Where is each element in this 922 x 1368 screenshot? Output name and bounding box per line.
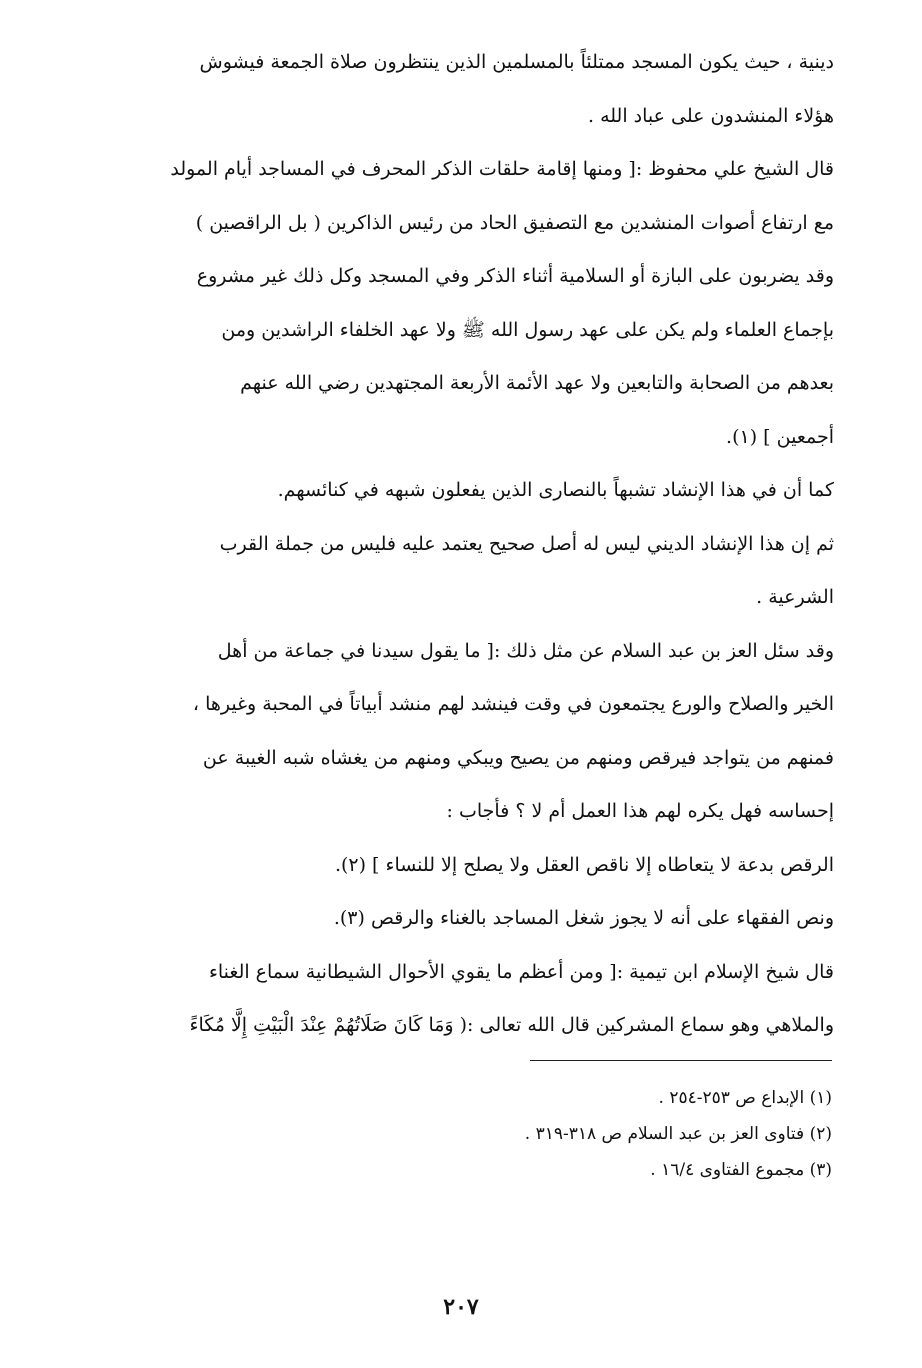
footnote-divider — [530, 1060, 832, 1061]
footnote: (١) الإبداع ص ٢٥٣-٢٥٤ . — [658, 1088, 832, 1108]
body-line: أجمعين ] (١). — [726, 425, 834, 448]
body-line: قال الشيخ علي محفوظ :[ ومنها إقامة حلقات الذكر المحرف في المساجد أيام المولد — [170, 158, 834, 180]
body-line: بإجماع العلماء ولم يكن على عهد رسول الله ﷺ ولا عهد الخلفاء الراشدين ومن — [221, 318, 834, 341]
body-line: ثم إن هذا الإنشاد الديني ليس له أصل صحيح يعتمد عليه فليس من جملة القرب — [219, 532, 834, 555]
body-line: الشرعية . — [756, 586, 834, 608]
body-line: كما أن في هذا الإنشاد تشبهاً بالنصارى الذين يفعلون شبهه في كنائسهم. — [277, 479, 834, 501]
page-number: ٢٠٧ — [443, 1294, 479, 1320]
body-line: إحساسه فهل يكره لهم هذا العمل أم لا ؟ فأجاب : — [446, 800, 834, 822]
body-line: مع ارتفاع أصوات المنشدين مع التصفيق الحاد من رئيس الذاكرين ( بل الراقصين ) — [195, 211, 834, 234]
footnote: (٢) فتاوى العز بن عبد السلام ص ٣١٨-٣١٩ . — [524, 1124, 832, 1144]
body-line: دينية ، حيث يكون المسجد ممتلئاً بالمسلمين الذين ينتظرون صلاة الجمعة فيشوش — [199, 51, 834, 73]
body-line: الرقص بدعة لا يتعاطاه إلا ناقص العقل ولا يصلح إلا للنساء ] (٢). — [334, 853, 834, 876]
body-line: الخير والصلاح والورع يجتمعون في وقت فينشد لهم منشد أبياتاً في المحبة وغيرها ، — [192, 693, 834, 715]
body-line: هؤلاء المنشدون على عباد الله . — [587, 104, 834, 127]
body-line: بعدهم من الصحابة والتابعين ولا عهد الأئمة الأربعة المجتهدين رضي الله عنهم — [240, 372, 834, 394]
body-line: قال شيخ الإسلام ابن تيمية :[ ومن أعظم ما يقوي الأحوال الشيطانية سماع الغناء — [208, 960, 834, 983]
body-text — [108, 36, 834, 1053]
footnotes — [430, 1080, 832, 1188]
body-line: وقد سئل العز بن عبد السلام عن مثل ذلك :[ ما يقول سيدنا في جماعة من أهل — [217, 639, 834, 662]
body-line: ونص الفقهاء على أنه لا يجوز شغل المساجد بالغناء والرقص (٣). — [333, 907, 834, 929]
body-line: والملاهي وهو سماع المشركين قال الله تعالى :( وَمَا كَانَ صَلَاتُهُمْ عِنْدَ الْبَيْتِ إِلَّا مُكَاءً — [189, 1014, 834, 1036]
footnote: (٣) مجموع الفتاوى ١٦/٤ . — [650, 1160, 832, 1180]
body-line: فمنهم من يتواجد فيرقص ومنهم من يصيح ويبكي ومنهم من يغشاه شبه الغيبة عن — [202, 746, 834, 769]
body-line: وقد يضربون على البازة أو السلامية أثناء الذكر وفي المسجد وكل ذلك غير مشروع — [196, 265, 834, 287]
